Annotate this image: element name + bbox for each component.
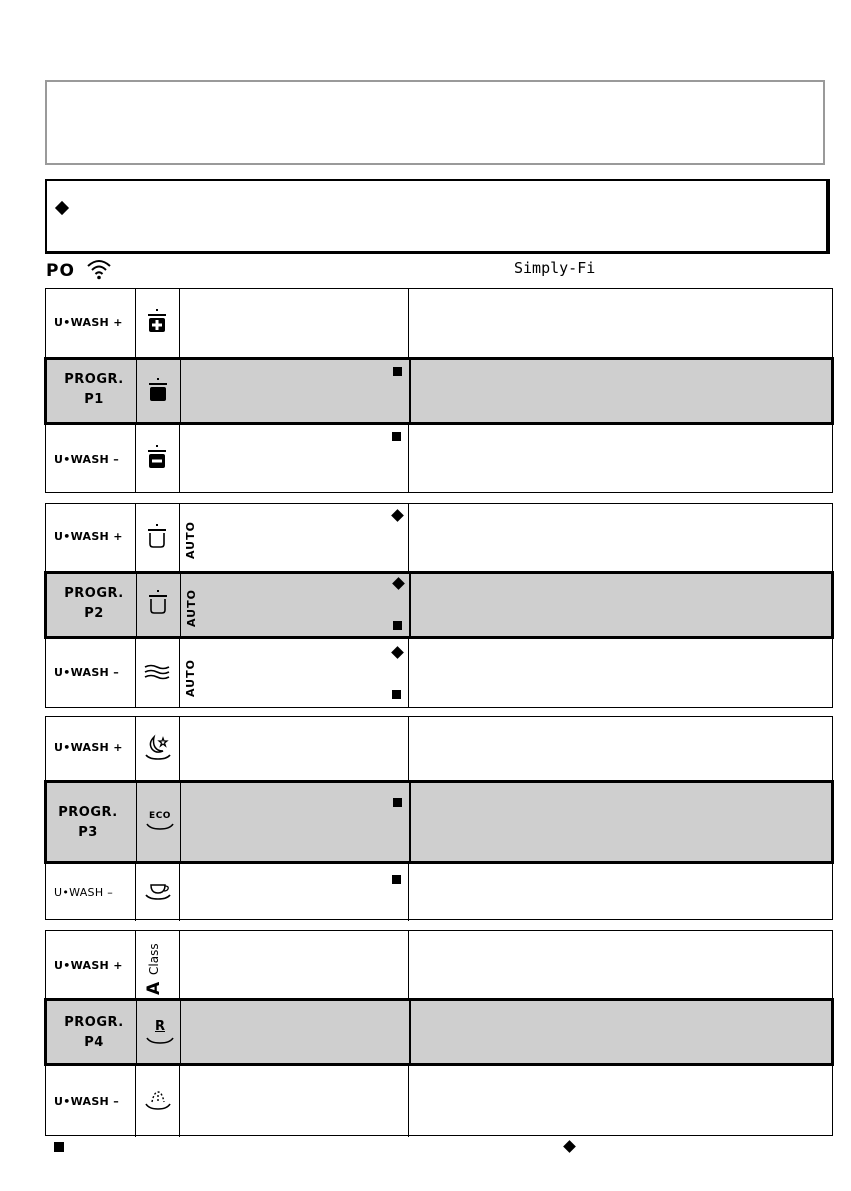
square-marker-icon [393, 798, 402, 807]
uwash-label: U•WASH [54, 1095, 110, 1108]
eco-text: ECO [149, 811, 171, 821]
a-class-text: Class [147, 943, 161, 975]
progr-label: PROGR. [58, 805, 118, 820]
uwash-label: U•WASH [54, 453, 110, 466]
table-row [46, 425, 832, 493]
wifi-icon [86, 258, 112, 280]
square-marker-icon [393, 621, 402, 630]
shower-icon [144, 1088, 172, 1114]
progr-label: PROGR. [64, 586, 124, 601]
plus-sign: + [113, 959, 123, 972]
a-class-icon [144, 935, 174, 995]
pot-outline-icon [146, 590, 170, 618]
table-row [46, 931, 832, 998]
minus-sign: – [113, 453, 119, 466]
minus-sign: – [107, 886, 114, 899]
table-row-highlighted [44, 998, 834, 1066]
eco-icon [145, 811, 175, 837]
program-group-4 [45, 930, 833, 1136]
diamond-marker-icon [391, 509, 404, 522]
uwash-label: U•WASH [54, 741, 110, 754]
diamond-marker-icon [563, 1140, 576, 1153]
progr-label: PROGR. [64, 1015, 124, 1030]
square-marker-icon [54, 1142, 64, 1152]
table-row [46, 639, 832, 708]
progr-label: PROGR. [64, 372, 124, 387]
table-row-highlighted [44, 357, 834, 425]
top-info-box [45, 80, 825, 165]
program-group-2 [45, 503, 833, 708]
table-row [46, 1066, 832, 1137]
auto-label: AUTO [185, 589, 198, 627]
auto-label: AUTO [184, 521, 197, 559]
uwash-label: U•WASH [54, 666, 110, 679]
night-moon-icon [144, 733, 172, 763]
pot-minus-icon [145, 445, 169, 473]
program-group-1 [45, 288, 833, 493]
diamond-marker-icon [55, 201, 69, 215]
uwash-label: U•WASH [54, 530, 110, 543]
square-marker-icon [392, 690, 401, 699]
pot-filled-icon [146, 378, 170, 406]
rinse-r-text: R [154, 1019, 165, 1034]
pot-outline-icon [145, 524, 169, 552]
diamond-marker-icon [391, 646, 404, 659]
program-id: P2 [84, 606, 104, 621]
table-row-highlighted [44, 780, 834, 864]
table-row [46, 864, 832, 921]
uwash-label: U•WASH [54, 886, 104, 899]
simply-fi-label: Simply-Fi [514, 259, 596, 277]
cup-icon [144, 882, 172, 902]
note-box [45, 179, 830, 254]
a-class-big-a: A [144, 981, 164, 995]
uwash-label: U•WASH [54, 316, 110, 329]
po-label: PO [46, 261, 75, 281]
pot-plus-icon [145, 309, 169, 337]
plus-sign: + [113, 316, 123, 329]
plus-sign: + [113, 741, 123, 754]
square-marker-icon [393, 367, 402, 376]
minus-sign: – [113, 1095, 119, 1108]
plus-sign: + [113, 530, 123, 543]
table-row [46, 504, 832, 571]
program-id: P3 [78, 825, 98, 840]
table-row [46, 289, 832, 357]
table-row-highlighted [44, 571, 834, 639]
program-group-3 [45, 716, 833, 920]
diamond-marker-icon [392, 577, 405, 590]
uwash-label: U•WASH [54, 959, 110, 972]
table-row [46, 717, 832, 780]
square-marker-icon [392, 432, 401, 441]
rinse-r-icon [145, 1019, 175, 1049]
wavy-lines-icon [144, 663, 170, 683]
program-id: P4 [84, 1035, 104, 1050]
auto-label: AUTO [184, 659, 197, 697]
square-marker-icon [392, 875, 401, 884]
minus-sign: – [113, 666, 119, 679]
program-id: P1 [84, 392, 104, 407]
